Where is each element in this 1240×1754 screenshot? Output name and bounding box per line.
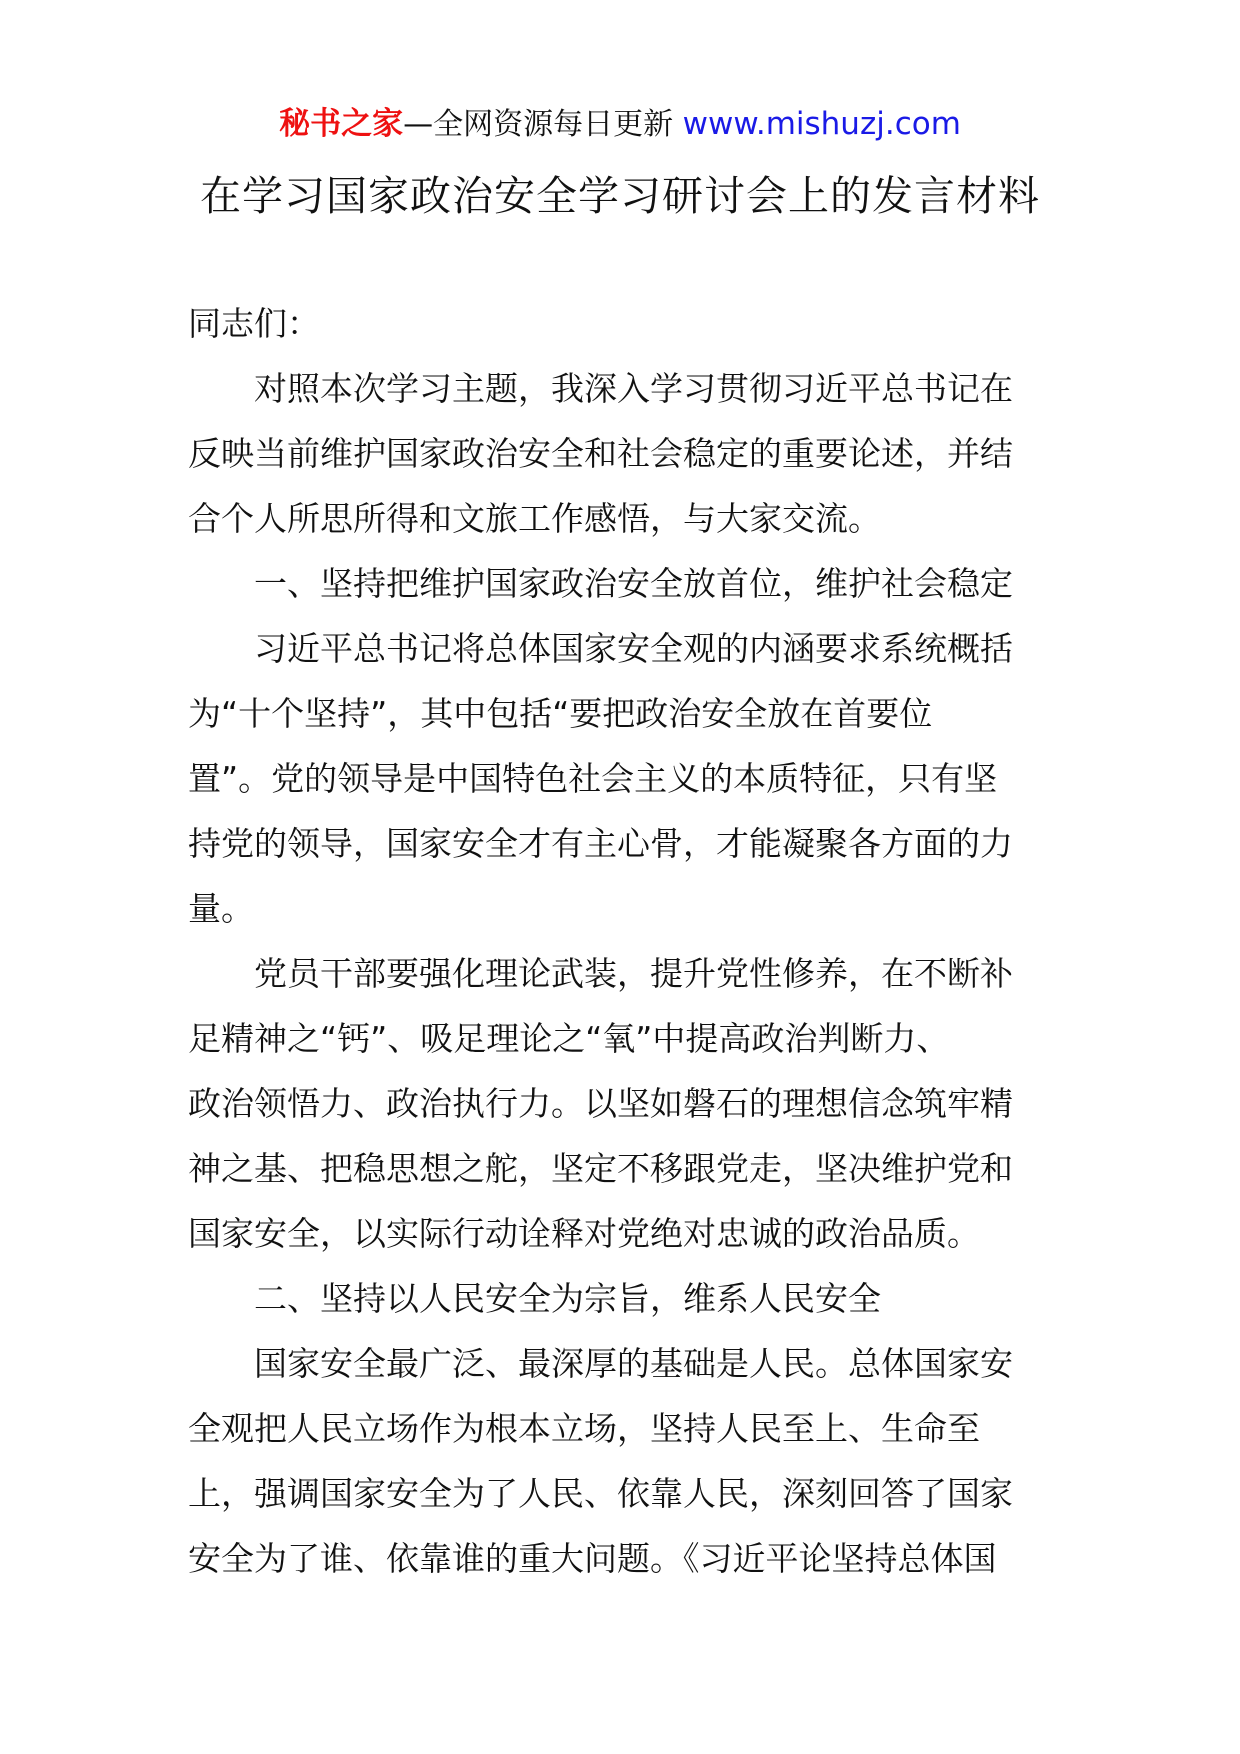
paragraph-line: 神之基、把稳思想之舵，坚定不移跟党走，坚决维护党和: [188, 1149, 1013, 1188]
document-title: 在学习国家政治安全学习研讨会上的发言材料: [200, 172, 1040, 220]
paragraph-line: 党员干部要强化理论武装，提升党性修养，在不断补: [254, 954, 1013, 993]
paragraph-line: 上，强调国家安全为了人民、依靠人民，深刻回答了国家: [188, 1474, 1013, 1513]
paragraph-line: 持党的领导，国家安全才有主心骨，才能凝聚各方面的力: [188, 824, 1013, 863]
site-header: [0, 104, 1240, 145]
paragraph-line: 习近平总书记将总体国家安全观的内涵要求系统概括: [254, 629, 1013, 668]
paragraph-line: 足精神之“钙”、吸足理论之“氧”中提高政治判断力、: [188, 1019, 950, 1058]
brand-name: 秘书之家: [279, 106, 404, 142]
paragraph-line: 为“十个坚持”，其中包括“要把政治安全放在首要位: [188, 694, 933, 733]
document-body: [188, 291, 1058, 1591]
section-heading-1: 一、坚持把维护国家政治安全放首位，维护社会稳定: [254, 564, 1013, 603]
paragraph-line: 合个人所思所得和文旅工作感悟，与大家交流。: [188, 499, 881, 538]
paragraph-line: 反映当前维护国家政治安全和社会稳定的重要论述，并结: [188, 434, 1013, 473]
paragraph-line: 量。: [188, 889, 254, 928]
paragraph-line: 政治领悟力、政治执行力。以坚如磐石的理想信念筑牢精: [188, 1084, 1013, 1123]
site-url-link[interactable]: www.mishuzj.com: [682, 106, 961, 142]
salutation: 同志们：: [188, 304, 320, 343]
paragraph-line: 置”。党的领导是中国特色社会主义的本质特征，只有坚: [188, 759, 998, 798]
header-tagline: —全网资源每日更新: [403, 107, 683, 142]
paragraph-line: 安全为了谁、依靠谁的重大问题。《习近平论坚持总体国: [188, 1539, 997, 1578]
paragraph-line: 全观把人民立场作为根本立场，坚持人民至上、生命至: [188, 1409, 980, 1448]
paragraph-line: 对照本次学习主题，我深入学习贯彻习近平总书记在: [254, 369, 1013, 408]
paragraph-line: 国家安全最广泛、最深厚的基础是人民。总体国家安: [254, 1344, 1013, 1383]
section-heading-2: 二、坚持以人民安全为宗旨，维系人民安全: [254, 1279, 881, 1318]
paragraph-line: 国家安全，以实际行动诠释对党绝对忠诚的政治品质。: [188, 1214, 980, 1253]
